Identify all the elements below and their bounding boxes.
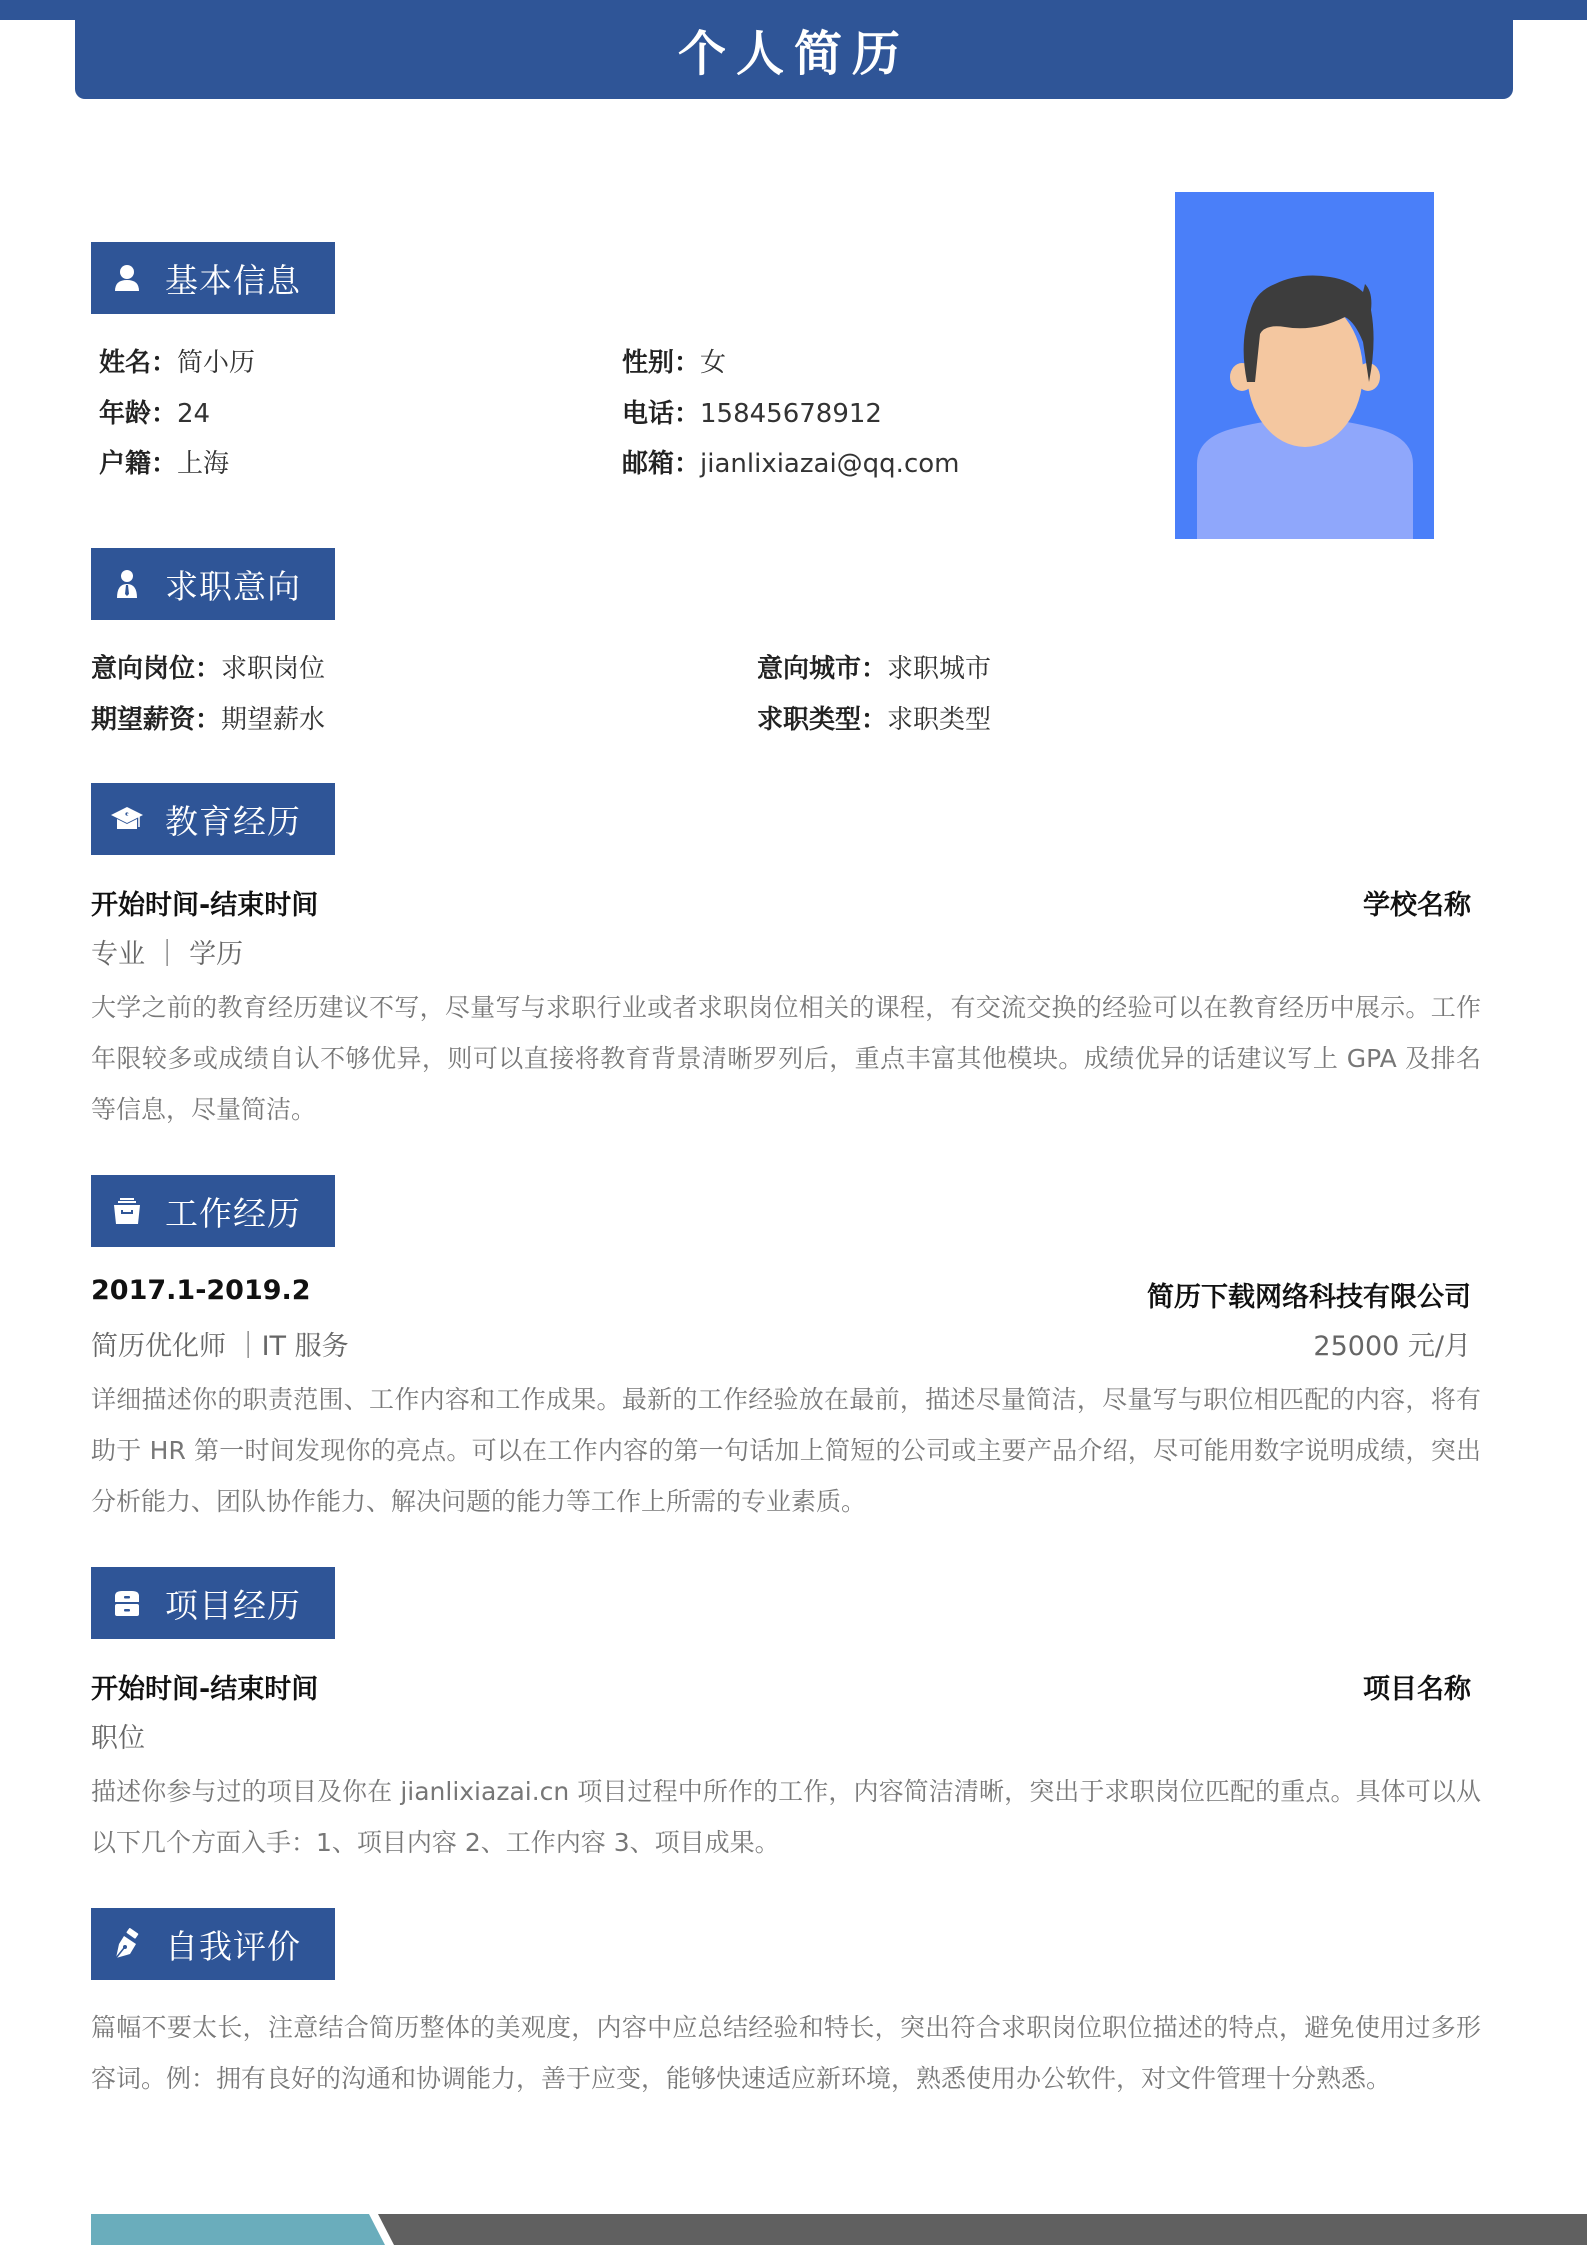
field-job-type: 求职类型：求职类型 (757, 705, 992, 735)
avatar-illustration-icon (1175, 192, 1434, 539)
school-name: 学校名称 (1363, 890, 1471, 921)
project-period: 开始时间-结束时间 (91, 1674, 319, 1705)
education-header-row (91, 883, 1471, 922)
education-sub-row (91, 932, 1471, 971)
work-header-row (91, 1275, 1471, 1314)
footer-stripes (0, 2214, 1587, 2245)
work-description: 详细描述你的职责范围、工作内容和工作成果。最新的工作经验放在最前，描述尽量简洁，尽量写与职位相匹配的内容，将有助于 HR 第一时间发现你的亮点。可以在工作内容的第一句话加上简短的公司或主要产品介绍，尽可能用数字说明成绩，突出分析能力、团队协作能力、解决问题的能力等工作上所需的专业素质。 (91, 1385, 1481, 1516)
section-header-self-evaluation (91, 1908, 335, 1980)
footer-band (0, 2214, 1587, 2245)
avatar-photo (1175, 192, 1434, 539)
field-phone: 电话：15845678912 (622, 399, 882, 429)
section-title: 工作经历 (165, 1193, 301, 1233)
graduation-cap-icon (91, 783, 163, 855)
field-age: 年龄：24 (99, 399, 211, 429)
user-icon (91, 242, 163, 314)
company-name: 简历下载网络科技有限公司 (1147, 1282, 1471, 1313)
project-name: 项目名称 (1363, 1674, 1471, 1705)
section-header-job-intent (91, 548, 335, 620)
role-industry: 简历优化师 ｜IT 服务 (91, 1331, 349, 1362)
section-title: 教育经历 (165, 801, 301, 841)
project-header-row (91, 1667, 1471, 1706)
section-header-work (91, 1175, 335, 1247)
field-gender: 性别：女 (622, 348, 727, 378)
section-title: 项目经历 (165, 1585, 301, 1625)
project-sub-row (91, 1716, 1471, 1755)
field-name: 姓名：简小历 (99, 348, 256, 378)
job-seeker-icon (91, 548, 163, 620)
field-hometown: 户籍：上海 (99, 449, 230, 479)
cabinet-icon (91, 1567, 163, 1639)
title-banner (75, 0, 1513, 99)
pen-nib-icon (91, 1908, 163, 1980)
section-title: 求职意向 (165, 566, 301, 606)
page-title: 个人简历 (677, 26, 910, 82)
education-period: 开始时间-结束时间 (91, 890, 319, 921)
project-position: 职位 (91, 1723, 145, 1754)
section-title: 基本信息 (165, 260, 301, 300)
section-header-education (91, 783, 335, 855)
field-intended-position: 意向岗位：求职岗位 (91, 654, 326, 684)
project-description: 描述你参与过的项目及你在 jianlixiazai.cn 项目过程中所作的工作，内容简洁清晰，突出于求职岗位匹配的重点。具体可以从以下几个方面入手：1、项目内容 2、工作内容 3、项目成果。 (91, 1777, 1481, 1857)
section-header-basic-info (91, 242, 335, 314)
education-description: 大学之前的教育经历建议不写，尽量写与求职行业或者求职岗位相关的课程，有交流交换的经验可以在教育经历中展示。工作年限较多或成绩自认不够优异，则可以直接将教育背景清晰罗列后，重点丰富其他模块。成绩优异的话建议写上 GPA 及排名等信息，尽量简洁。 (91, 993, 1481, 1124)
salary: 25000 元/月 (1313, 1331, 1471, 1362)
work-sub-row (91, 1324, 1471, 1363)
field-intended-city: 意向城市：求职城市 (757, 654, 992, 684)
field-email: 邮箱：jianlixiazai@qq.com (622, 449, 960, 479)
work-period: 2017.1-2019.2 (91, 1275, 311, 1306)
self-evaluation-text: 篇幅不要太长，注意结合简历整体的美观度，内容中应总结经验和特长，突出符合求职岗位职位描述的特点，避免使用过多形容词。例：拥有良好的沟通和协调能力，善于应变，能够快速适应新环境，熟悉使用办公软件，对文件管理十分熟悉。 (91, 2013, 1481, 2093)
file-box-icon (91, 1175, 163, 1247)
major-degree: 专业 ｜ 学历 (91, 939, 244, 970)
section-title: 自我评价 (165, 1926, 301, 1966)
section-header-project (91, 1567, 335, 1639)
field-expected-salary: 期望薪资：期望薪水 (91, 705, 326, 735)
